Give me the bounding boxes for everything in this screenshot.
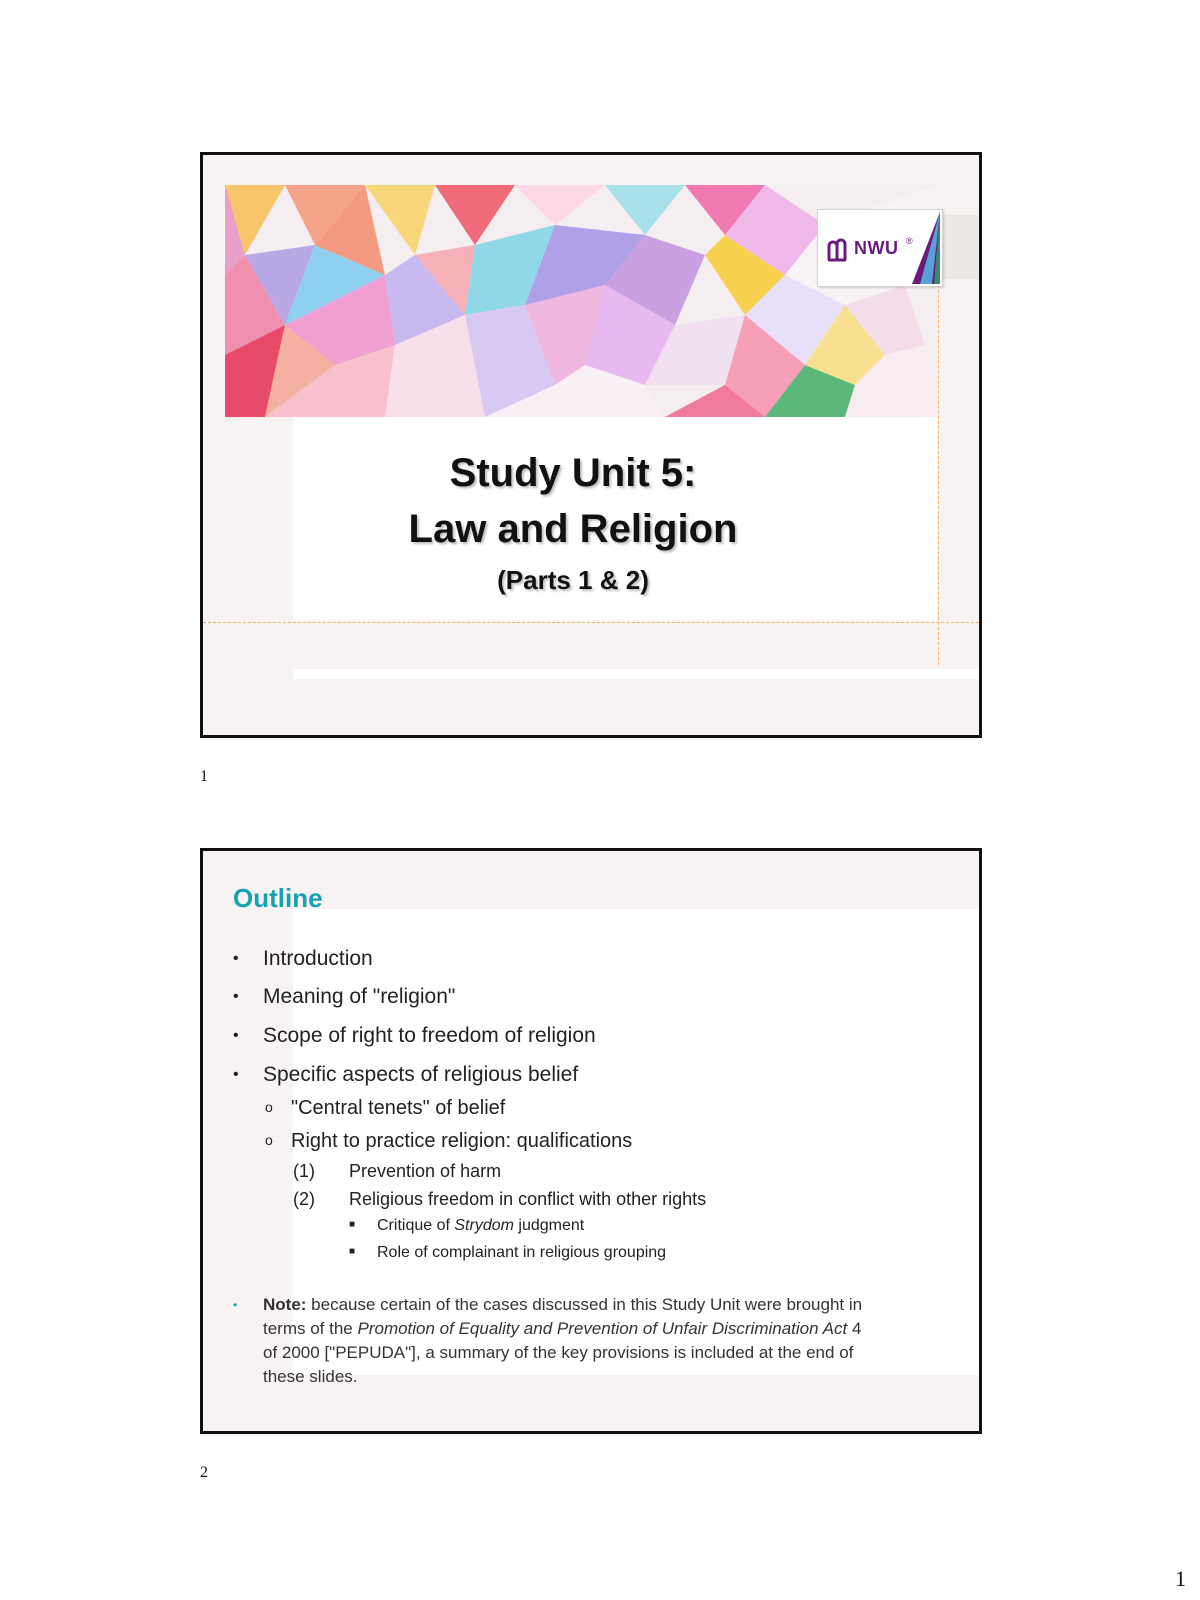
guide-line <box>203 622 979 623</box>
sub-list-item: o Right to practice religion: qualifications <box>265 1130 633 1152</box>
title-line-1: Study Unit 5: <box>449 451 697 495</box>
slide-number: 2 <box>200 1464 208 1481</box>
logo-text: NWU <box>854 238 899 258</box>
slide-1 <box>200 152 982 738</box>
slide-number: 1 <box>200 768 208 785</box>
nwu-logo <box>817 209 943 287</box>
sub-list-item: o "Central tenets" of belief <box>265 1097 506 1119</box>
page-number: 1 <box>1175 1566 1186 1591</box>
numbered-item: (2) Religious freedom in conflict with other rights <box>293 1189 707 1209</box>
list-item: • Specific aspects of religious belief <box>233 1063 579 1086</box>
outline-title: Outline <box>233 883 323 913</box>
subtitle: (Parts 1 & 2) <box>497 565 649 595</box>
slide-2 <box>200 848 982 1434</box>
nwu-emblem-icon <box>826 238 852 262</box>
registered-mark: ® <box>906 236 913 246</box>
decorative-strip <box>937 215 979 279</box>
guide-line <box>938 285 939 665</box>
list-item: • Scope of right to freedom of religion <box>233 1024 596 1047</box>
bullet-item: ■ Critique of Strydom judgment <box>349 1217 585 1234</box>
bullet-item: ■ Role of complainant in religious grouping <box>349 1244 667 1261</box>
title-line-2: Law and Religion <box>408 507 738 551</box>
list-item: • Introduction <box>233 947 373 970</box>
logo-triangle-icon <box>912 212 940 284</box>
numbered-item: (1) Prevention of harm <box>293 1161 502 1181</box>
note-paragraph: • Note: because certain of the cases discussed in this Study Unit were brought in terms of the Promotion of Equality and Prevention of Unfair Discrimination Act 4 of 2000 ["PEPUDA"], a summary of the key provisions is included at the end of these slides. <box>233 1295 863 1386</box>
list-item: • Meaning of "religion" <box>233 985 456 1008</box>
decorative-strip <box>293 669 979 679</box>
